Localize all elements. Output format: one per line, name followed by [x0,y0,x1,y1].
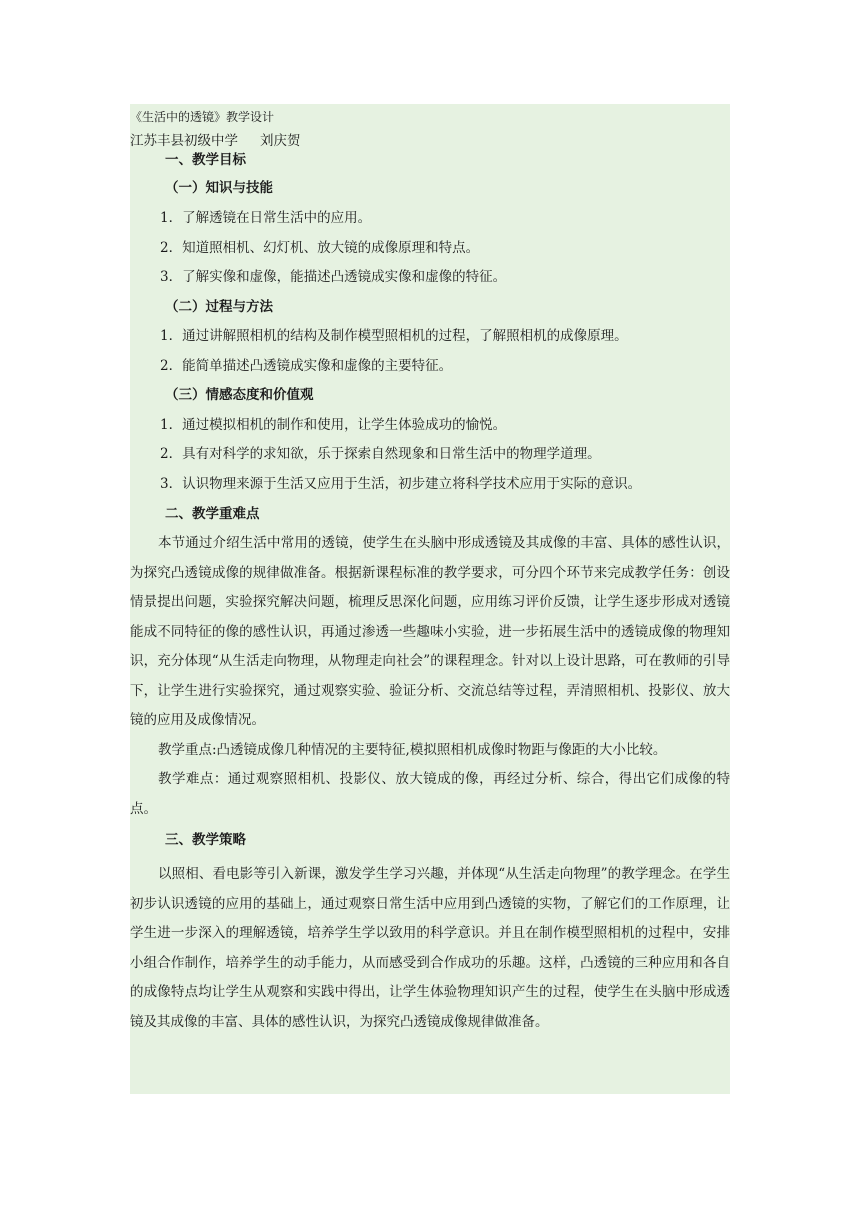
subheading-process-method: （二）过程与方法 [165,299,273,315]
paragraph-strategy: 以照相、看电影等引入新课，激发学生学习兴趣，并体现“从生活走向物理”的教学理念。在学生初步认识透镜的应用的基础上，通过观察日常生活中应用到凸透镜的实物，了解它们的工作原理，让学生进一步深入的理解透镜，培养学生学以致用的科学意识。并且在制作模型照相机的过程中，安排小组合作制作，培养学生的动手能力，从而感受到合作成功的乐趣。这样，凸透镜的三种应用和各自的成像特点均让学生从观察和实践中得出，让学生体验物理知识产生的过程，使学生在头脑中形成透镜及其成像的丰富、具体的感性认识，为探究凸透镜成像规律做准备。 [130,866,730,1030]
document-panel [130,104,730,1094]
author-school: 江苏丰县初级中学 [130,133,238,149]
section-heading-strategy: 三、教学策略 [165,832,246,848]
paragraph-overview: 本节通过介绍生活中常用的透镜，使学生在头脑中形成透镜及其成像的丰富、具体的感性认识，为探究凸透镜成像的规律做准备。根据新课程标准的教学要求，可分四个环节来完成教学任务：创设情景提出问题，实验探究解决问题，梳理反思深化问题，应用练习评价反馈，让学生逐步形成对透镜能成不同特征的像的感性认识，再通过渗透一些趣味小实验，进一步拓展生活中的透镜成像的物理知识，充分体现“从生活走向物理，从物理走向社会”的课程理念。针对以上设计思路，可在教师的引导下，让学生进行实验探究，通过观察实验、验证分析、交流总结等过程，弄清照相机、投影仪、放大镜的应用及成像情况。 [130,535,730,728]
list-item: 2．知道照相机、幻灯机、放大镜的成像原理和特点。 [160,240,480,256]
paragraph-key-point: 教学重点:凸透镜成像几种情况的主要特征,模拟照相机成像时物距与像距的大小比较。 [158,742,667,758]
list-item: 3．了解实像和虚像，能描述凸透镜成实像和虚像的特征。 [160,269,507,285]
author-name: 刘庆贺 [260,133,301,149]
section-heading-objectives: 一、教学目标 [165,152,246,168]
list-item: 1．通过模拟相机的制作和使用，让学生体验成功的愉悦。 [160,417,507,433]
list-item: 2．具有对科学的求知欲，乐于探索自然现象和日常生活中的物理学道理。 [160,446,601,462]
list-item: 1．通过讲解照相机的结构及制作模型照相机的过程，了解照相机的成像原理。 [160,328,628,344]
subheading-emotion-values: （三）情感态度和价值观 [165,387,314,403]
list-item: 1．了解透镜在日常生活中的应用。 [160,210,372,226]
section-heading-key-difficulties: 二、教学重难点 [165,506,260,522]
list-item: 2．能简单描述凸透镜成实像和虚像的主要特征。 [160,358,453,374]
subheading-knowledge-skills: （一）知识与技能 [165,180,273,196]
document-title: 《生活中的透镜》教学设计 [130,110,275,124]
list-item: 3．认识物理来源于生活又应用于生活，初步建立将科学技术应用于实际的意识。 [160,476,642,492]
paragraph-difficulty: 教学难点：通过观察照相机、投影仪、放大镜成的像，再经过分析、综合，得出它们成像的特点。 [130,771,730,817]
document-author [130,131,730,152]
